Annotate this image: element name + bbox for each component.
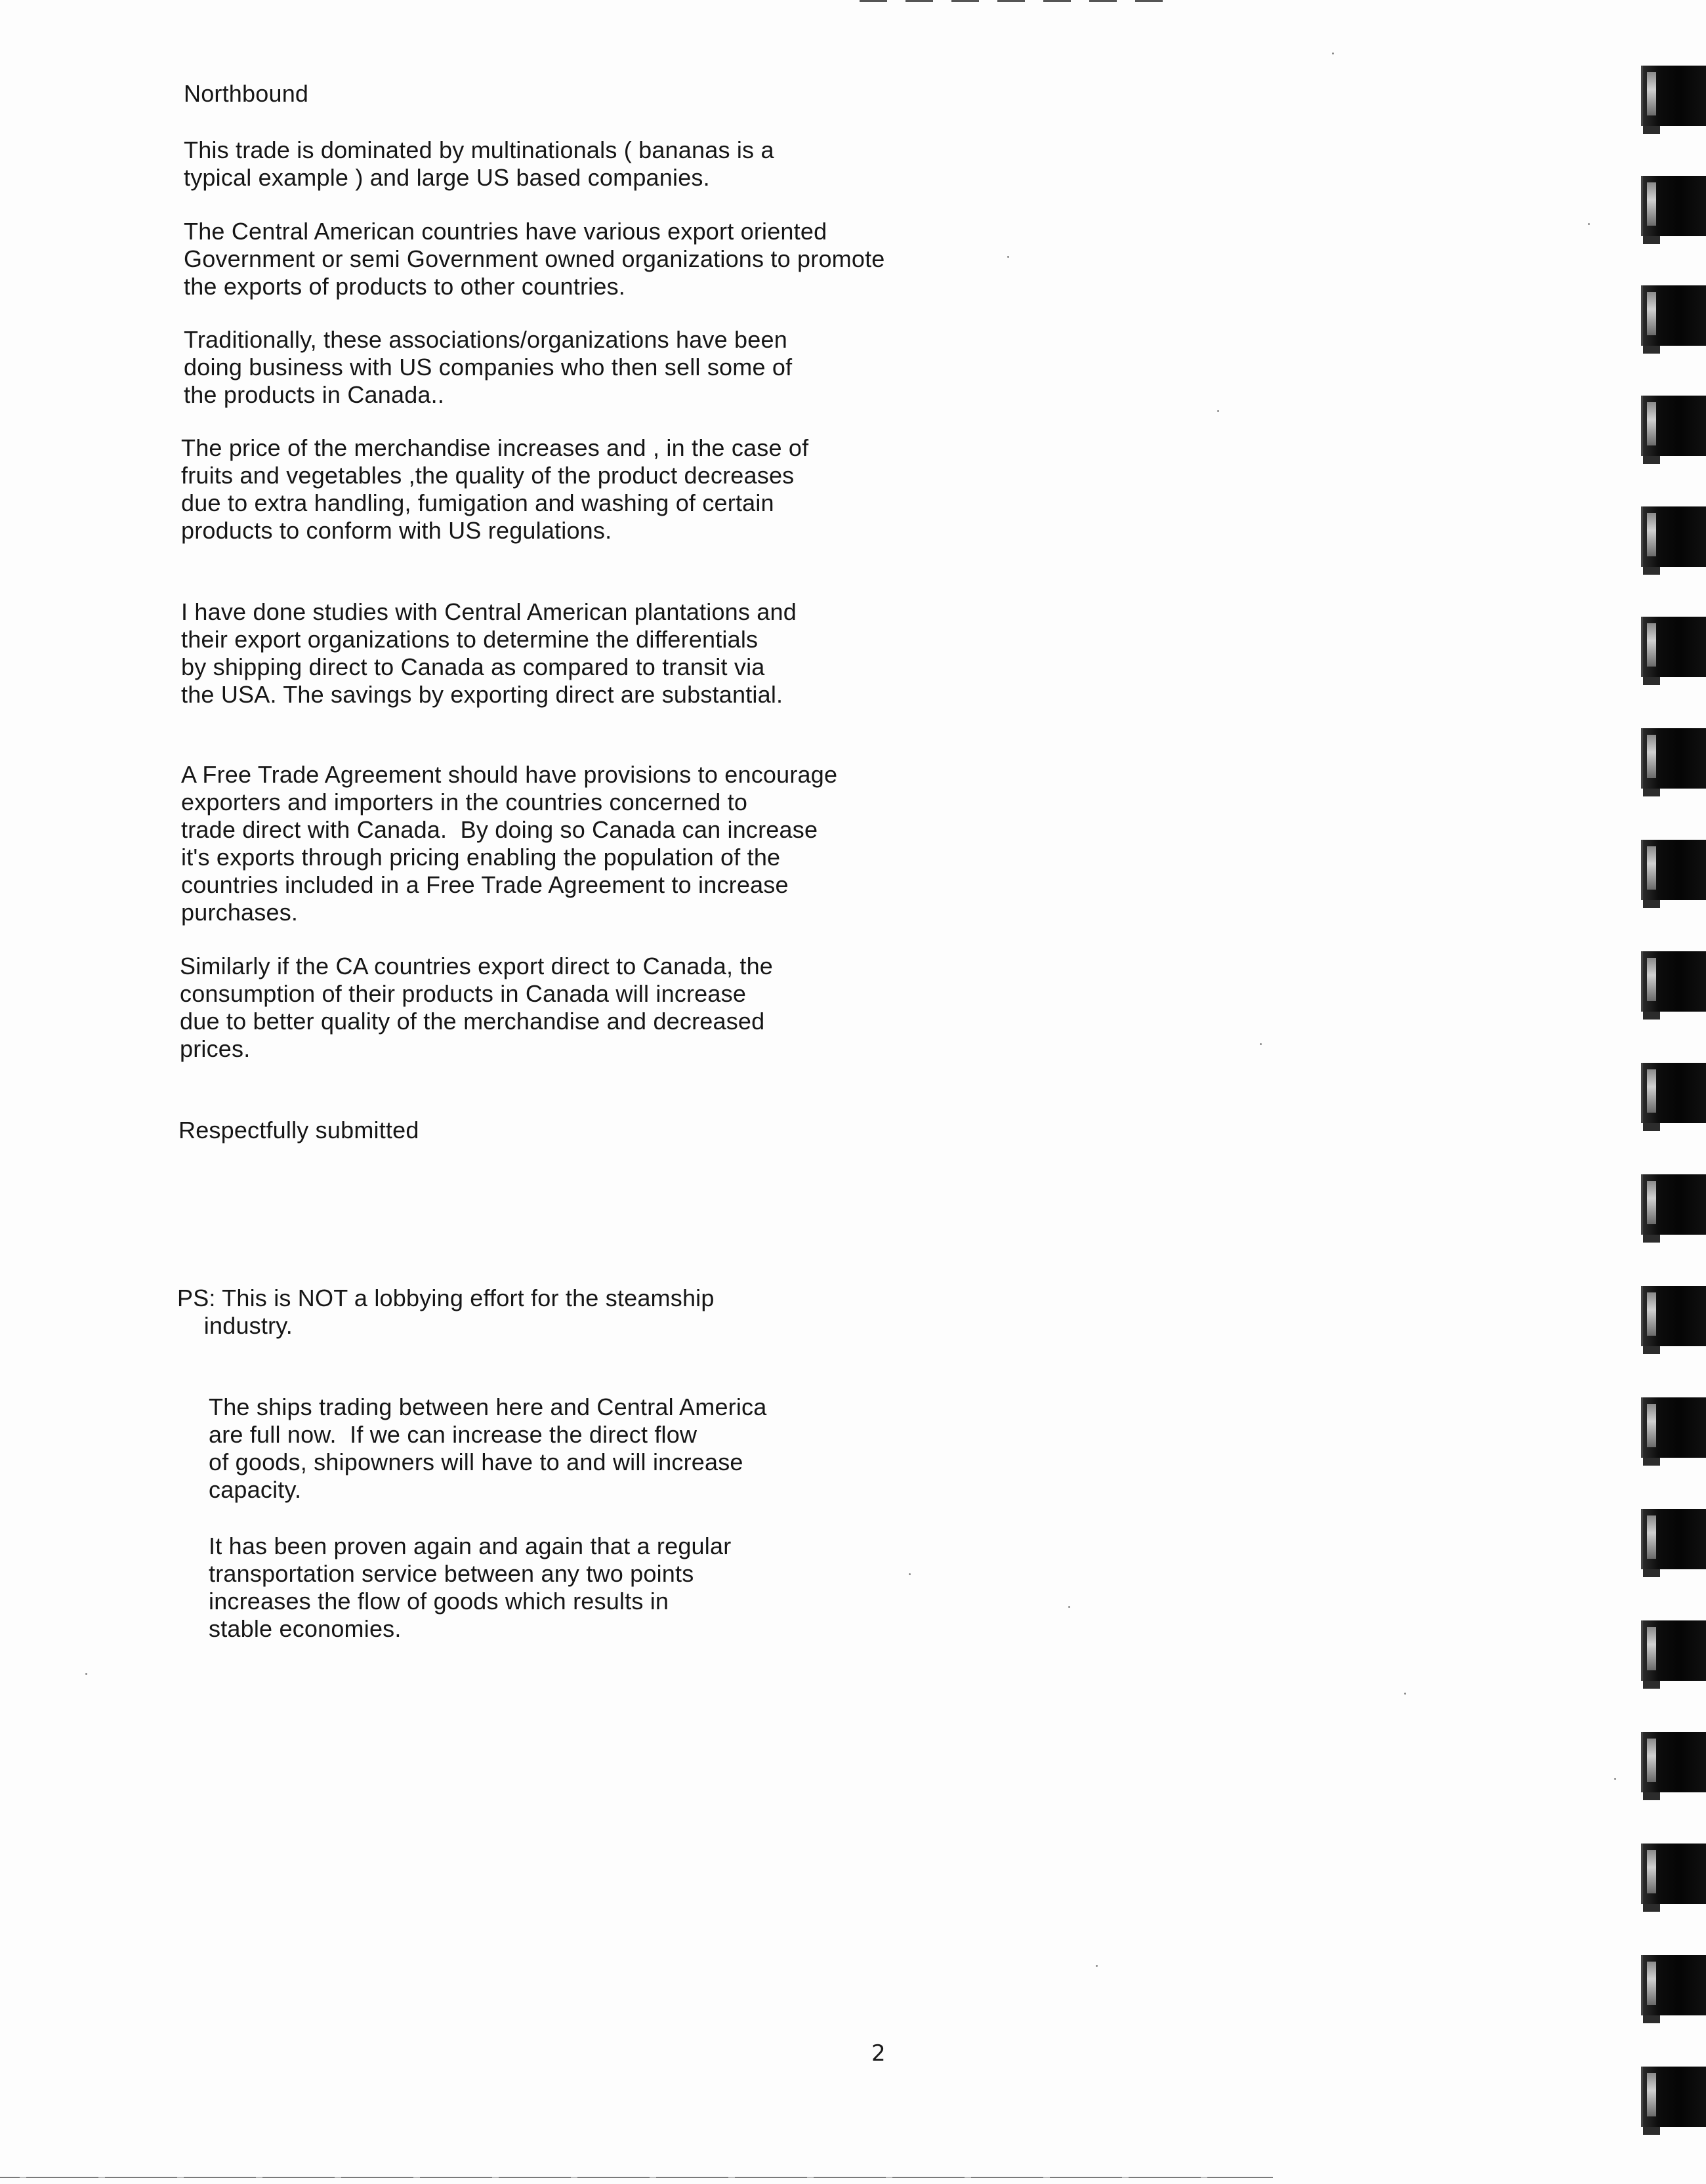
binding-ring (1641, 1397, 1706, 1458)
binding-ring (1641, 1955, 1706, 2015)
paragraph-4: The price of the merchandise increases and , in the case of fruits and vegetables ,the quality of the product decreases due to extra handling, fumigation and washing of certain products to conform with US regulations. (181, 434, 809, 544)
ps-paragraph-1: The ships trading between here and Central America are full now. If we can increase the direct flow of goods, shipowners will have to and will increase capacity. (209, 1393, 767, 1503)
binding-ring (1641, 1063, 1706, 1123)
binding-ring (1641, 728, 1706, 789)
scan-speck (1068, 1606, 1070, 1608)
scan-speck (1588, 223, 1590, 225)
scan-speck (1217, 410, 1219, 412)
top-edge-marks (860, 0, 1168, 2)
scan-speck (1614, 1778, 1616, 1780)
page-number: 2 (871, 2040, 886, 2067)
paragraph-2: The Central American countries have various export oriented Government or semi Government owned organizations to promote the exports of products to other countries. (184, 218, 885, 300)
paragraph-7: Similarly if the CA countries export direct to Canada, the consumption of their products in Canada will increase due to better quality of the merchandise and decreased prices. (180, 953, 774, 1062)
paragraph-3: Traditionally, these associations/organizations have been doing business with US companies who then sell some of the products in Canada.. (184, 326, 793, 408)
paragraph-5: I have done studies with Central American plantations and their export organizations to determine the differentials by shipping direct to Canada as compared to transit via the USA. The savings by exporting direct are substantial. (181, 598, 797, 708)
scan-speck (1007, 256, 1009, 258)
binding-ring (1641, 1620, 1706, 1681)
scan-speck (909, 1573, 911, 1575)
scan-speck (1096, 1965, 1098, 1967)
binding-ring (1641, 1844, 1706, 1904)
binding-ring (1641, 66, 1706, 126)
binding-ring (1641, 1509, 1706, 1569)
scan-speck (1260, 1043, 1262, 1045)
postscript: PS: This is NOT a lobbying effort for the steamship industry. (177, 1285, 715, 1339)
binding-ring (1641, 396, 1706, 456)
binding-ring (1641, 840, 1706, 900)
scan-speck (1404, 1693, 1406, 1695)
paragraph-1: This trade is dominated by multinationals ( bananas is a typical example ) and large US based companies. (184, 136, 774, 191)
scan-speck (1332, 52, 1334, 54)
binding-ring (1641, 951, 1706, 1012)
spiral-binding (1634, 0, 1706, 2184)
scan-speck (85, 1673, 87, 1675)
binding-ring (1641, 2067, 1706, 2127)
binding-ring (1641, 1174, 1706, 1235)
section-heading: Northbound (184, 80, 309, 107)
binding-ring (1641, 176, 1706, 236)
binding-ring (1641, 285, 1706, 346)
closing-line: Respectfully submitted (178, 1117, 419, 1144)
bottom-edge-line (0, 2177, 1273, 2178)
paragraph-6: A Free Trade Agreement should have provisions to encourage exporters and importers in the countries concerned to trade direct with Canada. By doing so Canada can increase it's exports through pricing enabling the population of the countries included in a Free Trade Agreement to increase purchases. (181, 761, 838, 926)
ps-paragraph-2: It has been proven again and again that a regular transportation service between any two points increases the flow of goods which results in stable economies. (209, 1533, 732, 1642)
binding-ring (1641, 1732, 1706, 1792)
binding-ring (1641, 506, 1706, 567)
binding-ring (1641, 1286, 1706, 1346)
binding-ring (1641, 617, 1706, 677)
